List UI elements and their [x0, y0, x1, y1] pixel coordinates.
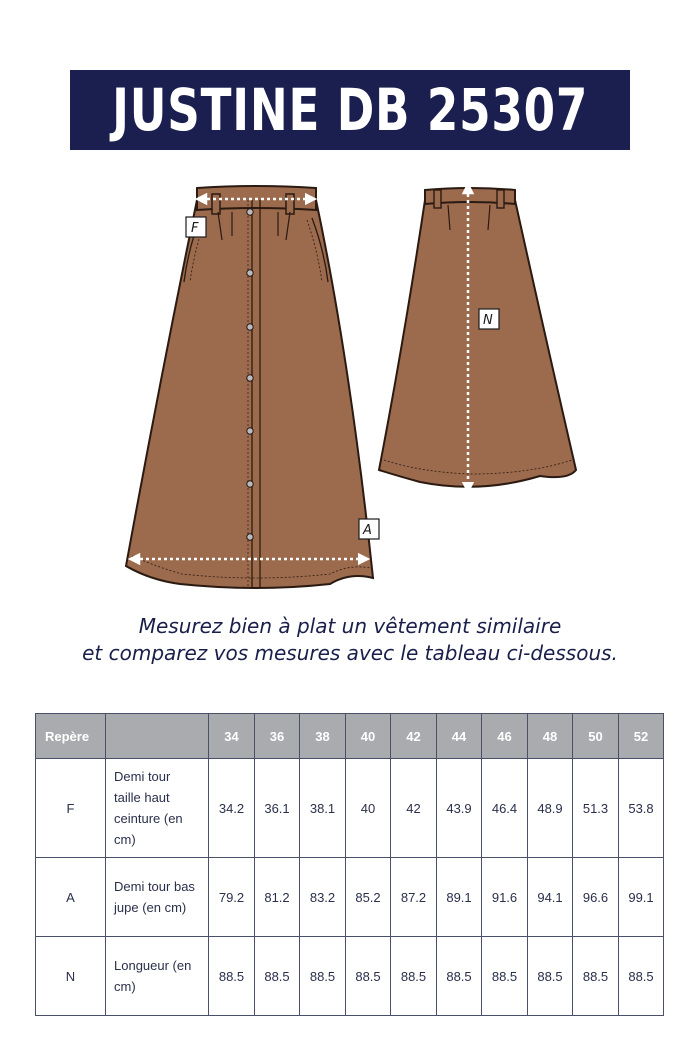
- back-skirt-body: [379, 200, 576, 487]
- table-cell: 88.5: [482, 937, 528, 1016]
- table-cell: 88.5: [619, 937, 664, 1016]
- row-mark: F: [36, 759, 106, 858]
- table-cell: 99.1: [619, 858, 664, 937]
- table-row: [36, 759, 664, 858]
- header-size: 52: [619, 714, 664, 759]
- marker-length: [479, 309, 499, 329]
- table-cell: 88.5: [346, 937, 391, 1016]
- header-size: 40: [346, 714, 391, 759]
- table-cell: 36.1: [255, 759, 300, 858]
- marker-waist: [186, 217, 206, 237]
- skirt-front-view: [126, 186, 373, 588]
- title-banner: [70, 70, 630, 150]
- header-size: 50: [573, 714, 619, 759]
- table-cell: 34.2: [209, 759, 255, 858]
- svg-text:A: A: [363, 523, 372, 538]
- table-cell: 42: [391, 759, 437, 858]
- table-cell: 96.6: [573, 858, 619, 937]
- skirt-illustration: [0, 160, 700, 600]
- header-size: 46: [482, 714, 528, 759]
- belt-loop: [497, 190, 504, 208]
- table-row: [36, 858, 664, 937]
- table-cell: 88.5: [391, 937, 437, 1016]
- table-cell: 91.6: [482, 858, 528, 937]
- table-cell: 88.5: [437, 937, 482, 1016]
- row-mark: N: [36, 937, 106, 1016]
- size-chart-table: [35, 713, 664, 1016]
- table-cell: 88.5: [300, 937, 346, 1016]
- row-mark: A: [36, 858, 106, 937]
- header-repere: Repère: [36, 714, 106, 759]
- table-cell: 88.5: [209, 937, 255, 1016]
- table-cell: 43.9: [437, 759, 482, 858]
- page-title: JUSTINE DB 25307: [111, 76, 589, 144]
- table-cell: 40: [346, 759, 391, 858]
- row-description: Demi tour bas jupe (en cm): [106, 858, 209, 937]
- table-cell: 89.1: [437, 858, 482, 937]
- measuring-instructions: [0, 613, 700, 667]
- skirt-back-view: [379, 188, 576, 488]
- header-size: 48: [528, 714, 573, 759]
- header-size: 36: [255, 714, 300, 759]
- table-cell: 53.8: [619, 759, 664, 858]
- header-size: 44: [437, 714, 482, 759]
- table-cell: 81.2: [255, 858, 300, 937]
- table-cell: 46.4: [482, 759, 528, 858]
- header-size: 34: [209, 714, 255, 759]
- table-row: [36, 937, 664, 1016]
- svg-text:F: F: [191, 221, 199, 236]
- header-size: 42: [391, 714, 437, 759]
- table-cell: 79.2: [209, 858, 255, 937]
- table-cell: 51.3: [573, 759, 619, 858]
- table-cell: 85.2: [346, 858, 391, 937]
- table-cell: 88.5: [255, 937, 300, 1016]
- header-description: [106, 714, 209, 759]
- belt-loop: [434, 190, 441, 208]
- belt-loop: [212, 194, 220, 214]
- table-cell: 38.1: [300, 759, 346, 858]
- table-cell: 48.9: [528, 759, 573, 858]
- table-cell: 87.2: [391, 858, 437, 937]
- instructions-line-2: et comparez vos mesures avec le tableau ci-dessous.: [82, 641, 618, 665]
- table-header-row: [36, 714, 664, 759]
- svg-text:N: N: [483, 313, 493, 328]
- table-cell: 83.2: [300, 858, 346, 937]
- header-size: 38: [300, 714, 346, 759]
- instructions-line-1: Mesurez bien à plat un vêtement similaire: [138, 614, 562, 638]
- row-description: Demi tour taille haut ceinture (en cm): [106, 759, 209, 858]
- marker-hem: [359, 519, 379, 539]
- table-cell: 88.5: [573, 937, 619, 1016]
- front-skirt-body: [126, 200, 373, 588]
- row-description: Longueur (en cm): [106, 937, 209, 1016]
- table-cell: 94.1: [528, 858, 573, 937]
- belt-loop: [286, 194, 294, 214]
- table-cell: 88.5: [528, 937, 573, 1016]
